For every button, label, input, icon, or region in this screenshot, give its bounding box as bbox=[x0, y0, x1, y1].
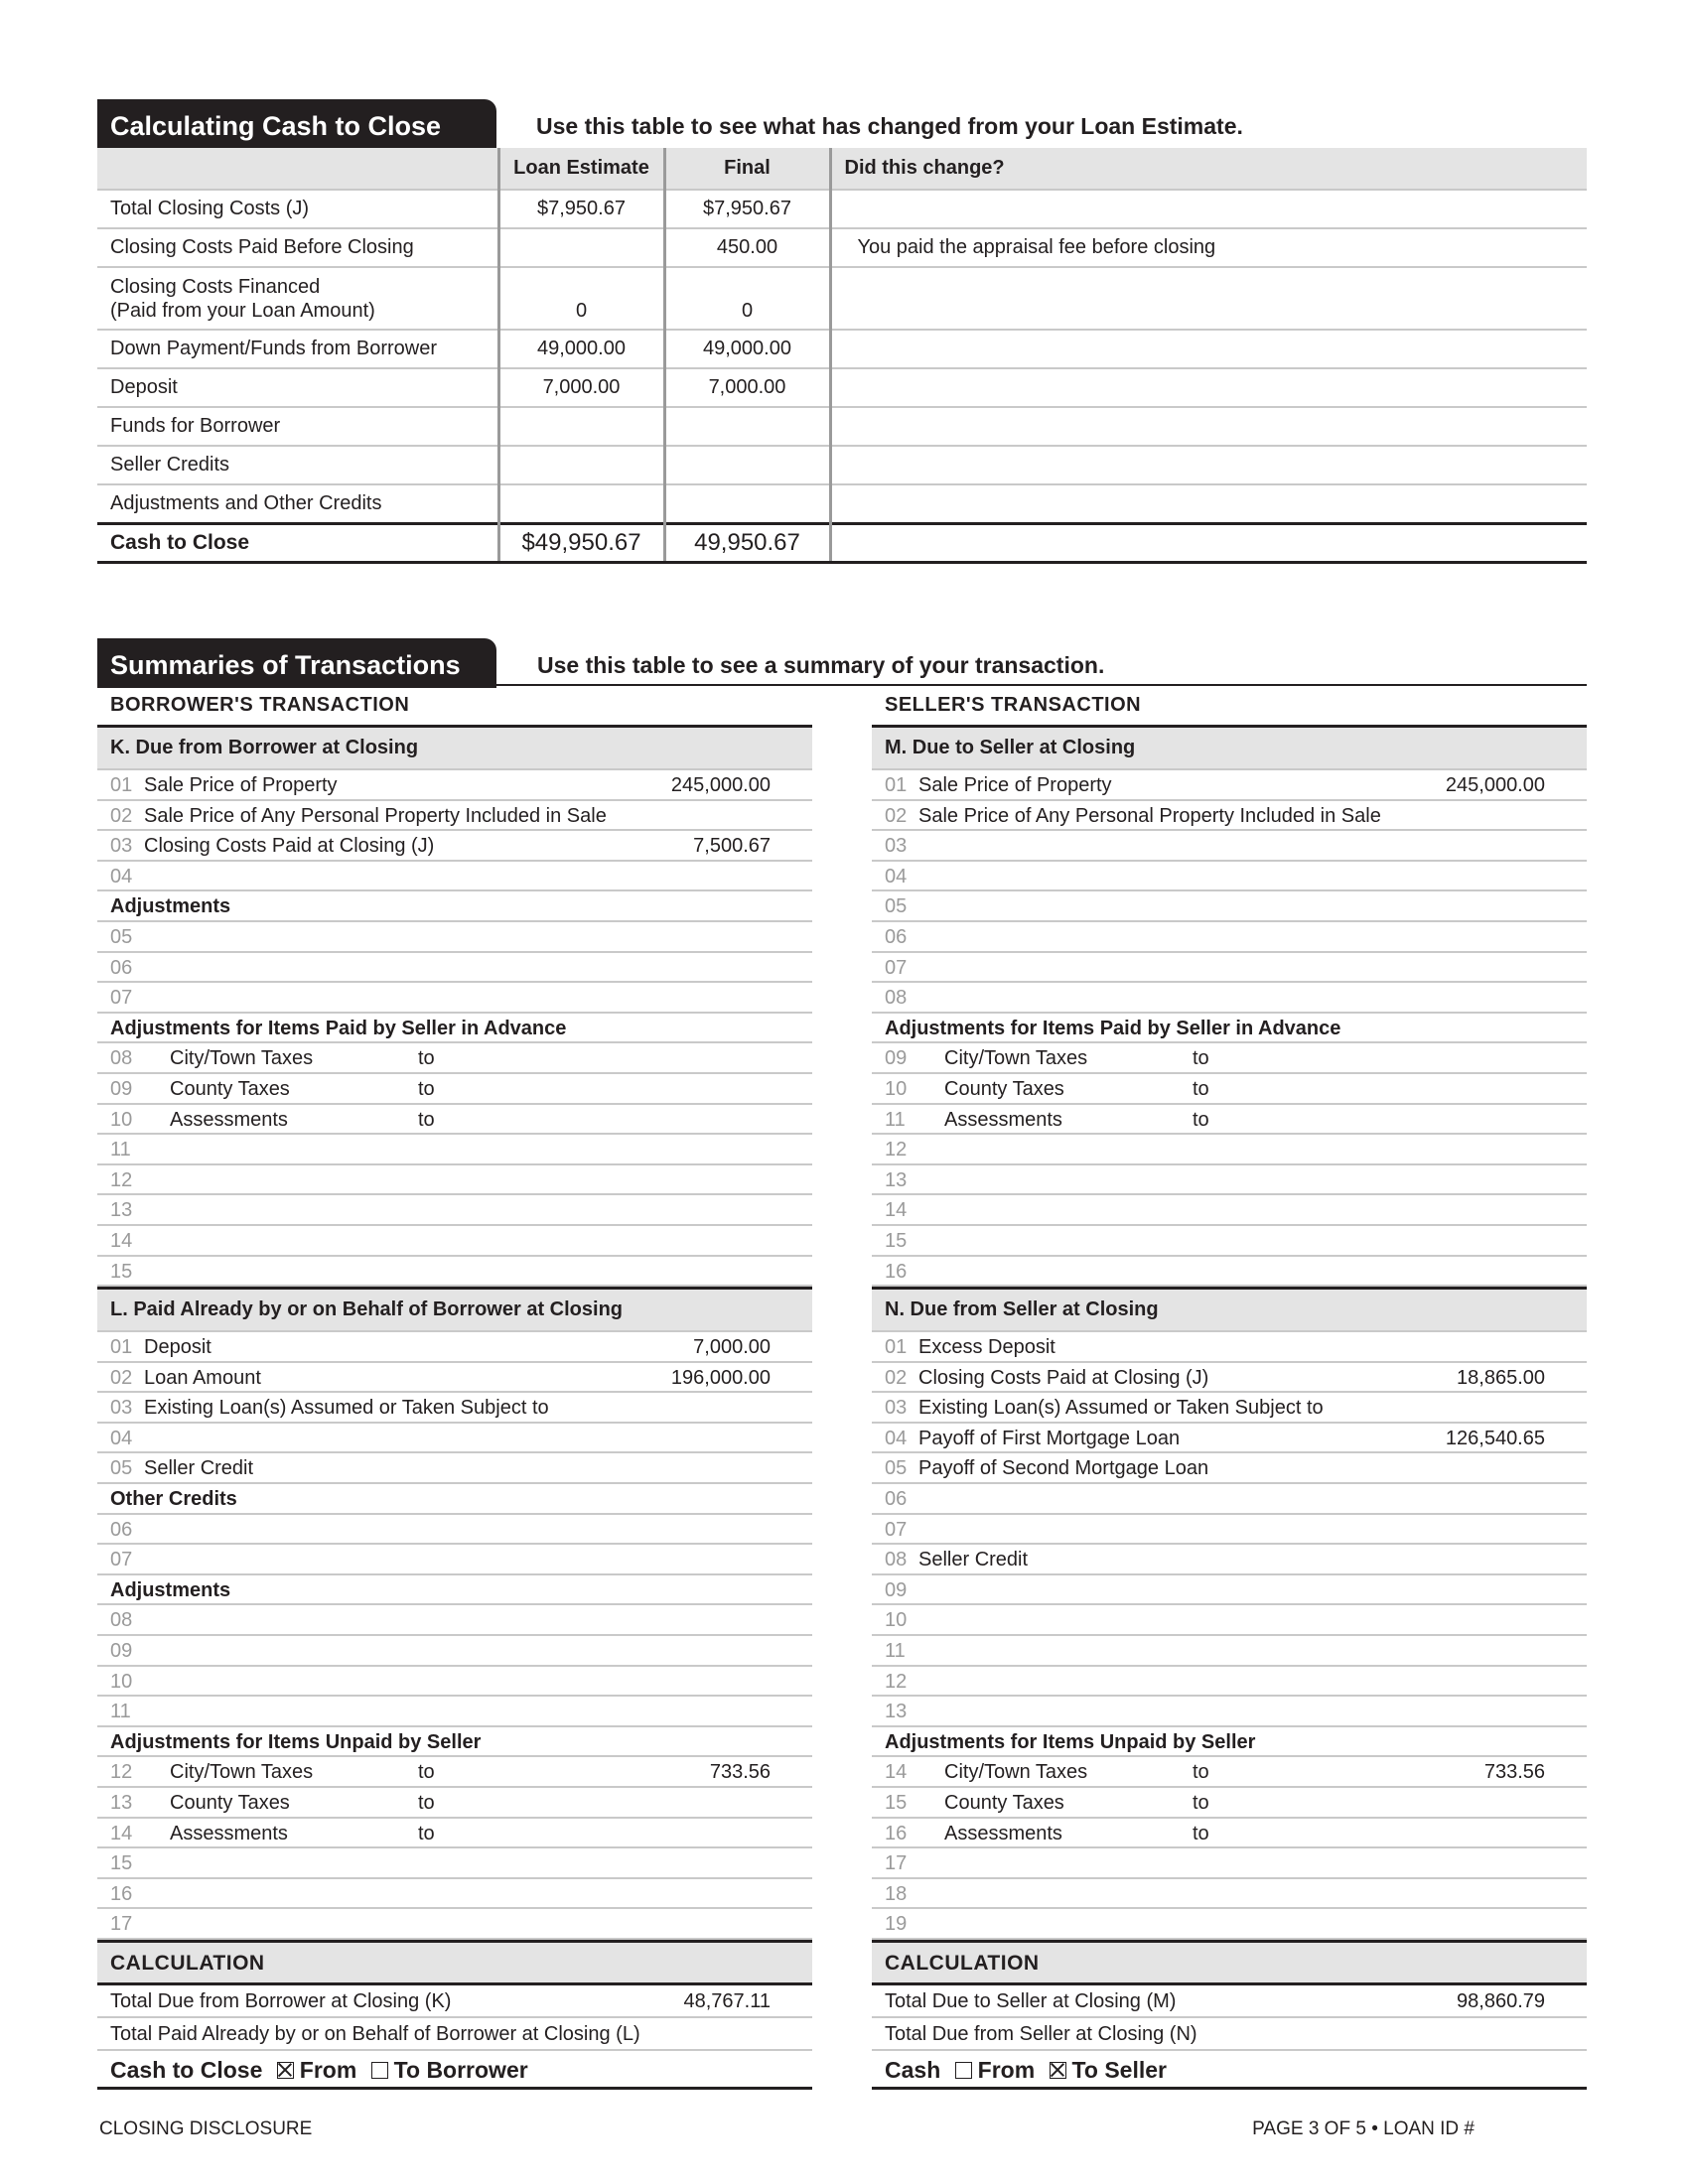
list-item bbox=[872, 1667, 1587, 1698]
row-label: Down Payment/Funds from Borrower bbox=[97, 330, 498, 368]
row-label: Adjustments and Other Credits bbox=[97, 484, 498, 523]
from-label: From bbox=[977, 2056, 1036, 2083]
line-number: 02 bbox=[885, 1366, 908, 1389]
unpaid-by-seller-heading: Adjustments for Items Unpaid by Seller bbox=[97, 1727, 812, 1758]
line-number: 10 bbox=[885, 1609, 908, 1632]
list-item bbox=[872, 1697, 1587, 1727]
list-item bbox=[97, 1757, 812, 1788]
line-number: 09 bbox=[110, 1640, 133, 1663]
line-number: 04 bbox=[110, 865, 133, 887]
line-amount: 245,000.00 bbox=[670, 774, 771, 796]
cash-to-close-table bbox=[97, 148, 1587, 564]
line-number: 15 bbox=[885, 1792, 908, 1814]
row-change bbox=[830, 368, 1587, 407]
list-item bbox=[97, 1819, 812, 1849]
table-row bbox=[97, 228, 1587, 267]
list-item bbox=[97, 1848, 812, 1879]
line-number: 10 bbox=[110, 1670, 133, 1693]
line-number: 12 bbox=[885, 1670, 908, 1693]
from-checkbox[interactable] bbox=[277, 2062, 294, 2079]
line-to: to bbox=[418, 1077, 435, 1100]
list-item bbox=[872, 1195, 1587, 1226]
total-change bbox=[830, 523, 1587, 562]
line-label: Payoff of First Mortgage Loan bbox=[918, 1427, 1181, 1449]
line-number: 16 bbox=[885, 1822, 908, 1844]
line-number: 04 bbox=[885, 1427, 908, 1449]
list-item bbox=[872, 1393, 1587, 1424]
line-number: 03 bbox=[885, 835, 908, 858]
cash-to-close-header bbox=[97, 148, 1587, 190]
line-number: 03 bbox=[110, 1397, 133, 1420]
line-amount: 7,500.67 bbox=[693, 835, 771, 858]
line-number: 01 bbox=[110, 1336, 133, 1359]
line-to: to bbox=[418, 1047, 435, 1070]
line-label: Loan Amount bbox=[144, 1366, 261, 1389]
line-number: 16 bbox=[110, 1882, 133, 1905]
borrower-heading: BORROWER'S TRANSACTION bbox=[97, 685, 812, 728]
line-number: 03 bbox=[885, 1397, 908, 1420]
line-label: Deposit bbox=[144, 1336, 211, 1359]
list-item bbox=[97, 1515, 812, 1546]
line-number: 14 bbox=[110, 1822, 133, 1844]
list-item bbox=[872, 862, 1587, 892]
cash-to-close-total-row bbox=[97, 523, 1587, 562]
line-label: Existing Loan(s) Assumed or Taken Subject to bbox=[918, 1397, 1324, 1420]
list-item bbox=[872, 1848, 1587, 1879]
line-number: 14 bbox=[885, 1199, 908, 1222]
list-item bbox=[872, 1484, 1587, 1515]
line-number: 08 bbox=[885, 1549, 908, 1571]
header-loan-estimate: Loan Estimate bbox=[498, 148, 664, 190]
borrower-transaction bbox=[97, 685, 812, 2090]
row-final: 450.00 bbox=[664, 228, 830, 267]
row-final: 7,000.00 bbox=[664, 368, 830, 407]
list-item bbox=[872, 953, 1587, 984]
line-amount: 18,865.00 bbox=[1457, 1366, 1545, 1389]
line-number: 15 bbox=[110, 1260, 133, 1283]
paid-by-seller-heading: Adjustments for Items Paid by Seller in Advance bbox=[97, 1014, 812, 1044]
list-item bbox=[872, 891, 1587, 922]
cash-to-close-title: Calculating Cash to Close bbox=[97, 99, 496, 149]
line-number: 10 bbox=[110, 1108, 133, 1131]
line-number: 07 bbox=[110, 1549, 133, 1571]
from-checkbox[interactable] bbox=[955, 2062, 972, 2079]
line-number: 07 bbox=[110, 987, 133, 1010]
line-label: City/Town Taxes bbox=[944, 1047, 1088, 1070]
list-item bbox=[97, 1667, 812, 1698]
line-number: 11 bbox=[885, 1108, 906, 1131]
line-number: 05 bbox=[110, 1457, 133, 1480]
to-seller-label: To Seller bbox=[1071, 2056, 1167, 2083]
footer-left: CLOSING DISCLOSURE bbox=[99, 2118, 313, 2139]
line-number: 06 bbox=[885, 925, 908, 948]
line-number: 06 bbox=[110, 956, 133, 979]
row-loan-estimate bbox=[498, 484, 664, 523]
line-label: Closing Costs Paid at Closing (J) bbox=[918, 1366, 1209, 1389]
table-row bbox=[97, 446, 1587, 484]
table-row bbox=[97, 368, 1587, 407]
row-change bbox=[830, 267, 1587, 330]
footer-right: PAGE 3 OF 5 • LOAN ID # bbox=[1252, 2118, 1475, 2139]
line-to: to bbox=[418, 1761, 435, 1784]
calc-label: Total Due to Seller at Closing (M) bbox=[885, 1989, 1177, 2012]
list-item bbox=[97, 953, 812, 984]
line-label: Sale Price of Property bbox=[918, 774, 1112, 796]
row-final bbox=[664, 407, 830, 446]
list-item bbox=[97, 1195, 812, 1226]
line-number: 17 bbox=[885, 1852, 908, 1875]
list-item bbox=[872, 1575, 1587, 1606]
list-item bbox=[872, 1879, 1587, 1910]
table-row bbox=[97, 484, 1587, 523]
list-item bbox=[872, 1074, 1587, 1105]
line-amount: 126,540.65 bbox=[1445, 1427, 1545, 1449]
row-loan-estimate bbox=[498, 407, 664, 446]
list-item bbox=[97, 1226, 812, 1257]
line-number: 07 bbox=[885, 956, 908, 979]
row-label-line1: Closing Costs Financed bbox=[110, 275, 321, 298]
line-number: 09 bbox=[885, 1047, 908, 1070]
list-item bbox=[872, 1636, 1587, 1667]
line-number: 02 bbox=[110, 1366, 133, 1389]
section-k-heading: K. Due from Borrower at Closing bbox=[97, 728, 812, 770]
total-final: 49,950.67 bbox=[664, 523, 830, 562]
list-item bbox=[872, 1226, 1587, 1257]
list-item bbox=[97, 1074, 812, 1105]
list-item bbox=[97, 1332, 812, 1363]
row-label: Closing Costs Paid Before Closing bbox=[97, 228, 498, 267]
line-number: 06 bbox=[110, 1518, 133, 1541]
line-label: Payoff of Second Mortgage Loan bbox=[918, 1457, 1209, 1480]
calculation-row bbox=[97, 2018, 812, 2051]
line-to: to bbox=[1193, 1792, 1209, 1814]
unpaid-by-seller-heading: Adjustments for Items Unpaid by Seller bbox=[872, 1727, 1587, 1758]
list-item bbox=[97, 1135, 812, 1165]
list-item bbox=[872, 831, 1587, 862]
list-item bbox=[872, 1363, 1587, 1394]
row-change bbox=[830, 190, 1587, 228]
line-number: 15 bbox=[110, 1852, 133, 1875]
row-loan-estimate bbox=[498, 228, 664, 267]
total-label: Cash to Close bbox=[97, 523, 498, 562]
line-label: Assessments bbox=[170, 1108, 288, 1131]
line-number: 05 bbox=[885, 1457, 908, 1480]
seller-transaction bbox=[872, 685, 1587, 2090]
row-label: Funds for Borrower bbox=[97, 407, 498, 446]
list-item bbox=[872, 1819, 1587, 1849]
row-label bbox=[97, 267, 498, 330]
line-label: City/Town Taxes bbox=[944, 1761, 1088, 1784]
to-seller-checkbox[interactable] bbox=[1050, 2062, 1066, 2079]
line-label: Assessments bbox=[944, 1108, 1062, 1131]
line-number: 12 bbox=[110, 1168, 133, 1191]
line-number: 02 bbox=[885, 804, 908, 827]
list-item bbox=[97, 1165, 812, 1196]
line-number: 13 bbox=[110, 1199, 133, 1222]
line-amount: 196,000.00 bbox=[670, 1366, 771, 1389]
line-number: 04 bbox=[885, 865, 908, 887]
list-item bbox=[872, 1909, 1587, 1940]
line-number: 12 bbox=[885, 1139, 908, 1161]
line-number: 13 bbox=[110, 1792, 133, 1814]
line-number: 01 bbox=[885, 1336, 908, 1359]
list-item bbox=[872, 1788, 1587, 1819]
calc-amount: 98,860.79 bbox=[1457, 1989, 1545, 2012]
list-item bbox=[872, 1135, 1587, 1165]
line-number: 14 bbox=[885, 1761, 908, 1784]
to-borrower-checkbox[interactable] bbox=[371, 2062, 388, 2079]
list-item bbox=[97, 1605, 812, 1636]
line-number: 01 bbox=[110, 774, 133, 796]
line-to: to bbox=[418, 1792, 435, 1814]
row-final bbox=[664, 484, 830, 523]
list-item bbox=[872, 801, 1587, 832]
calc-label: Total Paid Already by or on Behalf of Borrower at Closing (L) bbox=[110, 2022, 640, 2045]
line-number: 04 bbox=[110, 1427, 133, 1449]
row-loan-estimate bbox=[498, 446, 664, 484]
adjustments-heading: Adjustments bbox=[97, 1575, 812, 1606]
adjustments-heading: Adjustments bbox=[97, 891, 812, 922]
list-item bbox=[97, 922, 812, 953]
line-number: 13 bbox=[885, 1701, 908, 1723]
line-to: to bbox=[1193, 1047, 1209, 1070]
line-label: Sale Price of Any Personal Property Included in Sale bbox=[918, 804, 1381, 827]
row-change bbox=[830, 446, 1587, 484]
line-to: to bbox=[418, 1108, 435, 1131]
total-loan-estimate: $49,950.67 bbox=[498, 523, 664, 562]
line-number: 19 bbox=[885, 1913, 908, 1936]
line-label: Seller Credit bbox=[918, 1549, 1029, 1571]
list-item bbox=[872, 1757, 1587, 1788]
list-item bbox=[872, 1257, 1587, 1288]
list-item bbox=[872, 1515, 1587, 1546]
row-loan-estimate: 49,000.00 bbox=[498, 330, 664, 368]
list-item bbox=[97, 1043, 812, 1074]
list-item bbox=[97, 1788, 812, 1819]
line-label: County Taxes bbox=[170, 1792, 290, 1814]
row-change bbox=[830, 484, 1587, 523]
line-number: 03 bbox=[110, 835, 133, 858]
header-blank bbox=[97, 148, 498, 190]
line-number: 11 bbox=[110, 1701, 131, 1723]
calculation-heading: CALCULATION bbox=[872, 1940, 1587, 1985]
row-label: Deposit bbox=[97, 368, 498, 407]
line-label: Seller Credit bbox=[144, 1457, 254, 1480]
line-number: 11 bbox=[885, 1640, 906, 1663]
line-label: Assessments bbox=[170, 1822, 288, 1844]
list-item bbox=[97, 831, 812, 862]
section-n-heading: N. Due from Seller at Closing bbox=[872, 1287, 1587, 1332]
line-label: Existing Loan(s) Assumed or Taken Subject to bbox=[144, 1397, 549, 1420]
row-final bbox=[664, 446, 830, 484]
line-number: 11 bbox=[110, 1139, 131, 1161]
row-label: Total Closing Costs (J) bbox=[97, 190, 498, 228]
table-row bbox=[97, 330, 1587, 368]
row-change bbox=[830, 407, 1587, 446]
line-label: Assessments bbox=[944, 1822, 1062, 1844]
table-row bbox=[97, 407, 1587, 446]
row-label: Seller Credits bbox=[97, 446, 498, 484]
list-item bbox=[97, 983, 812, 1014]
table-row bbox=[97, 190, 1587, 228]
line-label: Sale Price of Property bbox=[144, 774, 338, 796]
calculation-row bbox=[872, 2018, 1587, 2051]
seller-heading: SELLER'S TRANSACTION bbox=[872, 685, 1587, 728]
calc-label: Total Due from Seller at Closing (N) bbox=[885, 2022, 1197, 2045]
other-credits-heading: Other Credits bbox=[97, 1484, 812, 1515]
row-final: $7,950.67 bbox=[664, 190, 830, 228]
line-number: 09 bbox=[885, 1578, 908, 1601]
calc-amount: 48,767.11 bbox=[683, 1989, 771, 2012]
list-item bbox=[872, 1424, 1587, 1454]
from-label: From bbox=[299, 2056, 357, 2083]
line-to: to bbox=[418, 1822, 435, 1844]
line-label: County Taxes bbox=[944, 1792, 1064, 1814]
line-amount: 245,000.00 bbox=[1445, 774, 1545, 796]
list-item bbox=[97, 1879, 812, 1910]
line-label: County Taxes bbox=[944, 1077, 1064, 1100]
list-item bbox=[97, 1697, 812, 1727]
line-number: 07 bbox=[885, 1518, 908, 1541]
list-item bbox=[97, 862, 812, 892]
line-amount: 733.56 bbox=[709, 1761, 771, 1784]
line-label: City/Town Taxes bbox=[170, 1761, 314, 1784]
list-item bbox=[872, 1545, 1587, 1575]
line-number: 01 bbox=[885, 774, 908, 796]
list-item bbox=[97, 1257, 812, 1288]
line-number: 12 bbox=[110, 1761, 133, 1784]
calc-label: Total Due from Borrower at Closing (K) bbox=[110, 1989, 452, 2012]
list-item bbox=[97, 1636, 812, 1667]
header-did-change: Did this change? bbox=[830, 148, 1587, 190]
section-l-heading: L. Paid Already by or on Behalf of Borrower at Closing bbox=[97, 1287, 812, 1332]
line-number: 16 bbox=[885, 1260, 908, 1283]
line-number: 14 bbox=[110, 1229, 133, 1252]
list-item bbox=[97, 1909, 812, 1940]
list-item bbox=[97, 770, 812, 801]
row-loan-estimate: 0 bbox=[498, 267, 664, 330]
seller-cash bbox=[872, 2051, 1587, 2090]
line-number: 18 bbox=[885, 1882, 908, 1905]
calculation-row bbox=[872, 1985, 1587, 2018]
line-number: 17 bbox=[110, 1913, 133, 1936]
row-loan-estimate: $7,950.67 bbox=[498, 190, 664, 228]
row-change: You paid the appraisal fee before closing bbox=[830, 228, 1587, 267]
line-number: 09 bbox=[110, 1077, 133, 1100]
list-item bbox=[872, 922, 1587, 953]
list-item bbox=[872, 983, 1587, 1014]
list-item bbox=[97, 1424, 812, 1454]
final-label: Cash bbox=[885, 2056, 941, 2083]
row-final: 49,000.00 bbox=[664, 330, 830, 368]
row-change bbox=[830, 330, 1587, 368]
line-number: 15 bbox=[885, 1229, 908, 1252]
line-number: 13 bbox=[885, 1168, 908, 1191]
line-label: City/Town Taxes bbox=[170, 1047, 314, 1070]
list-item bbox=[97, 1393, 812, 1424]
list-item bbox=[872, 1332, 1587, 1363]
paid-by-seller-heading: Adjustments for Items Paid by Seller in Advance bbox=[872, 1014, 1587, 1044]
line-number: 08 bbox=[110, 1609, 133, 1632]
section-m-heading: M. Due to Seller at Closing bbox=[872, 728, 1587, 770]
summaries-subtitle: Use this table to see a summary of your transaction. bbox=[537, 652, 1105, 678]
line-to: to bbox=[1193, 1108, 1209, 1131]
line-label: Excess Deposit bbox=[918, 1336, 1055, 1359]
header-final: Final bbox=[664, 148, 830, 190]
line-number: 06 bbox=[885, 1488, 908, 1511]
line-to: to bbox=[1193, 1822, 1209, 1844]
list-item bbox=[872, 1165, 1587, 1196]
line-number: 05 bbox=[110, 925, 133, 948]
list-item bbox=[97, 801, 812, 832]
final-label: Cash to Close bbox=[110, 2056, 263, 2083]
line-to: to bbox=[1193, 1761, 1209, 1784]
summaries-title: Summaries of Transactions bbox=[97, 638, 496, 688]
list-item bbox=[872, 1605, 1587, 1636]
line-number: 05 bbox=[885, 895, 908, 918]
list-item bbox=[872, 770, 1587, 801]
list-item bbox=[872, 1043, 1587, 1074]
list-item bbox=[872, 1105, 1587, 1136]
line-amount: 7,000.00 bbox=[693, 1336, 771, 1359]
line-to: to bbox=[1193, 1077, 1209, 1100]
calculation-heading: CALCULATION bbox=[97, 1940, 812, 1985]
list-item bbox=[97, 1453, 812, 1484]
row-label-line2: (Paid from your Loan Amount) bbox=[110, 299, 375, 322]
line-label: Closing Costs Paid at Closing (J) bbox=[144, 835, 435, 858]
line-label: Sale Price of Any Personal Property Included in Sale bbox=[144, 804, 607, 827]
borrower-cash-to-close bbox=[97, 2051, 812, 2090]
row-final: 0 bbox=[664, 267, 830, 330]
to-borrower-label: To Borrower bbox=[393, 2056, 528, 2083]
calculation-row bbox=[97, 1985, 812, 2018]
line-number: 08 bbox=[885, 987, 908, 1010]
line-number: 02 bbox=[110, 804, 133, 827]
list-item bbox=[872, 1453, 1587, 1484]
cash-to-close-subtitle: Use this table to see what has changed from your Loan Estimate. bbox=[536, 113, 1243, 139]
list-item bbox=[97, 1545, 812, 1575]
line-number: 10 bbox=[885, 1077, 908, 1100]
list-item bbox=[97, 1105, 812, 1136]
list-item bbox=[97, 1363, 812, 1394]
line-amount: 733.56 bbox=[1483, 1761, 1545, 1784]
line-number: 08 bbox=[110, 1047, 133, 1070]
row-loan-estimate: 7,000.00 bbox=[498, 368, 664, 407]
line-label: County Taxes bbox=[170, 1077, 290, 1100]
table-row bbox=[97, 267, 1587, 330]
